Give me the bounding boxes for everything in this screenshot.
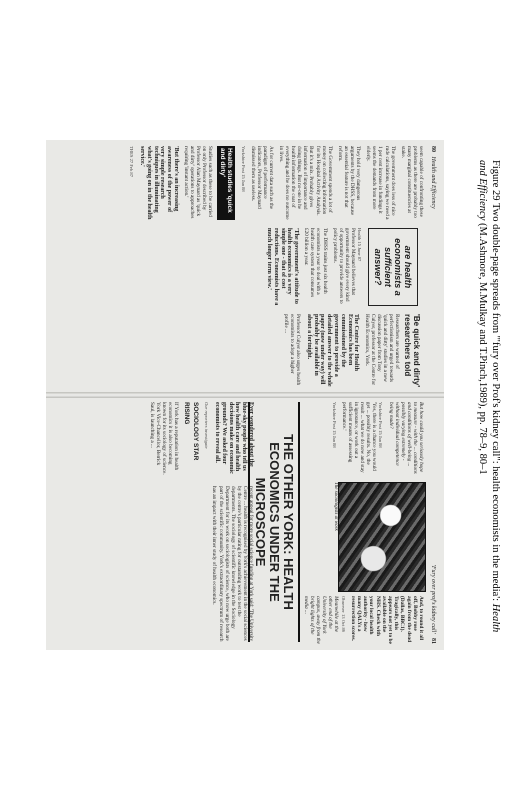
caption-book-title: Health and Efficiency (477, 160, 501, 633)
page-81-col-lower-1 (58, 402, 254, 476)
page-80-col-2 (56, 228, 424, 306)
running-head: Health and Efficiency (430, 156, 436, 209)
italic-paragraph: Meanwhile at the other end of the University of York campus, away from the bright lights of the media ... (303, 596, 340, 644)
running-head: 'Fury over prof's kidney call' (430, 564, 436, 634)
paragraph: As for current data such as the paradigm of performance indicators, Professor Maynard dismissed them as useless. (249, 146, 274, 210)
paragraph: seem capable of confronting these problems as there are probably too many marginal constituencies at stake. (399, 146, 424, 218)
figure-caption-text (462, 160, 502, 640)
page-80-header (428, 146, 436, 388)
paragraph: The government does less of nice rude calculations, saying we need a 1 per cent increase in fundings it seems the demands from more elderly. (365, 146, 396, 220)
caption-suffix: (M.Ashmore, M.Mulkay and T.Pinch,1989), pp. 78–9, 80–1 (477, 220, 488, 475)
page-81-col-3 (304, 596, 424, 644)
paragraph: Professor Culyer also urges health economists to adopt a higher profile ... (282, 314, 302, 386)
page-80 (52, 144, 438, 390)
page-number: 81 (430, 638, 436, 644)
page-81 (52, 400, 438, 646)
source-citation: Observer 13 Oct 86 (340, 596, 346, 633)
photo-caption: The sociologists at work (333, 482, 338, 531)
paragraph: Professor Maynard believes that government should give every kind of opportunity to provide answers to policy problems. (331, 228, 356, 304)
paragraph: The Government spends a lot of money on collecting information for its Hospital Activity Analysis. But it's a mix. Probably gives information of importance and doing things. But no-one in he health information the coat of everything and he does no outcome in lives. (278, 146, 333, 220)
paragraph: The DHSS trains just six health economists a year to deal with a health care system that consumes £20 billion a year. (303, 228, 328, 298)
sociologists-photo (338, 482, 426, 592)
paragraph: recent appeal for more social science funding at York said: 'The University Centre ... health is recognised by York's achievement in the social sciences by the centre's particular rating for outstanding work to test the departments. The sociology of scientific knowledge in the Sociology Department for its work on sociologists of science, who now urge both are part of the scientific community. York's extraordinary spectrum of research has an impact with their inner study of health economics. (211, 486, 254, 642)
paragraph: Studies such as these to be carried on only Professor described by Professor Alan Maynard as 'quick and dirty' operations to approaches requiring 'instant action.' (183, 146, 214, 219)
boxed-headline: are health economists a sufficient answer? (368, 228, 418, 306)
book-gutter (46, 392, 444, 398)
paragraph: If York has a reputation in health economics it is also becoming known for its sociology of science. York Vice-Chancellor, Berrick Saul, is launching a ... (148, 402, 180, 475)
clipping-headline: 'Be quick and dirty' researchers told (403, 314, 421, 388)
source-citation: Health 15 June 87 (357, 228, 362, 262)
page-number: 80 (430, 146, 436, 152)
paragraph: 'Yes, there is a chance you would get ... possibly results. No, the result ... what we do now and stay in ignorance, or work out a sufficient means of assessing performance.' (340, 402, 378, 473)
source-citation: Yorkshire Post 15 Jan 88 (378, 402, 384, 448)
bold-paragraph: Ever wondered about the blue-sky people who tell us how health care and health decisions make on economic grounds? We asked four economists to reveal all. (214, 402, 254, 474)
figure-caption (462, 160, 502, 640)
source-citation: Yorkshire Post 15 Jan 88 (331, 402, 337, 448)
bold-paragraph: The Centre for Health Economics has been commissioned by the government to provide a detailed answer to the whole paper (now under way) will probably be available in about a fortnight. (305, 314, 360, 387)
clipping-headline: Health studies 'quick and dirty' (217, 146, 235, 220)
paragraph: Researchers are warned of perfectionism and urged towards 'quick and dirty' studies in a new discussion paper from Tony Culyer, professor at the Centre for Health Economics, York. (363, 314, 400, 385)
scanned-spreads-rotated (46, 140, 444, 650)
page-81-col-lower-2 (58, 486, 254, 642)
page-81-header (428, 402, 436, 644)
bold-paragraph: And, to round it all off, Bobby rose again from the dead (Dallas, BBC1). Tragically, this appears not yet to be available on the NHS. Check with your local health authority - how many QALYs a resurrection scores. (349, 596, 424, 644)
clipping-headline: SOCIOLOGY STAR RISING (183, 402, 200, 461)
caption-prefix: Figure 29 Two double-page spreads from '"fury over Prof's kidney call": health economists in the media': (490, 160, 501, 604)
scanned-spreads (46, 140, 444, 650)
italic-paragraph: But how could you seriously hope to measure - with the ... conditions and conditions of well-being ... possibly varying extremely - without individual competence being made? (387, 402, 424, 474)
page-80-col-3 (56, 314, 424, 388)
page-80-col-1 (56, 146, 424, 220)
source-citation: THES 27 Feb 87 (129, 146, 135, 178)
bold-quote: 'But there's an increasing awareness of the power of very simple research techniques in illuminating what's going on in the health service.' (139, 146, 179, 220)
bold-quote: 'The government's attitude to health economics is a very simple one - that of cost reductions. Economists have a much longer term view.' (265, 228, 300, 306)
paragraph: They hold very dangerous arguments by the DHSS, because an essential feature is not that reform. (336, 146, 362, 216)
byline: Our reporters investigate (204, 402, 210, 449)
source-citation: Yorkshire Post 15 Jan 88 (240, 146, 246, 192)
feature-headline: THE OTHER YORK: HEALTH ECONOMICS UNDER THE MICROSCOPE (248, 402, 300, 642)
page-81-col-1 (304, 402, 424, 476)
